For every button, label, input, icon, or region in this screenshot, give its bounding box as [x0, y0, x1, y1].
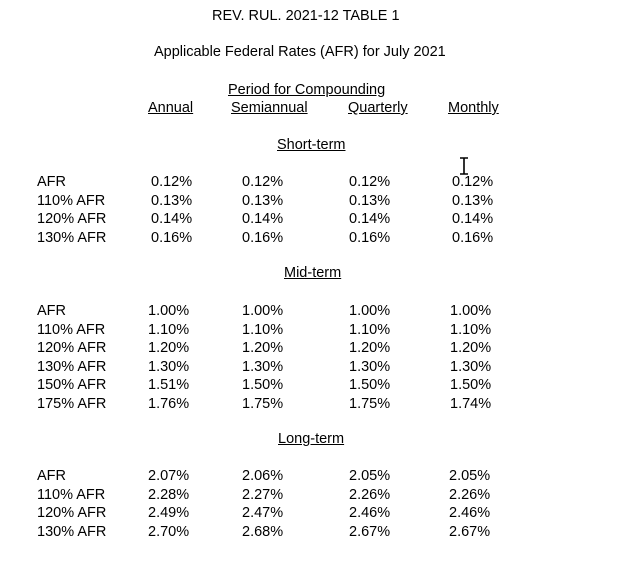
row-label: AFR	[37, 174, 66, 190]
rate-cell-annual: 2.28%	[148, 487, 190, 503]
rate-cell-monthly: 0.16%	[452, 230, 494, 246]
row-label: AFR	[37, 468, 66, 484]
rate-cell-monthly: 1.30%	[450, 359, 492, 375]
rate-cell-quarterly: 2.26%	[349, 487, 391, 503]
rate-cell-annual: 1.51%	[148, 377, 190, 393]
rate-cell-quarterly: 1.75%	[349, 396, 391, 412]
rate-cell-monthly: 0.13%	[452, 193, 494, 209]
row-label: 120% AFR	[37, 505, 107, 521]
rate-cell-quarterly: 0.13%	[349, 193, 391, 209]
rate-cell-semiannual: 1.00%	[242, 303, 284, 319]
rate-cell-monthly: 2.67%	[449, 524, 491, 540]
rate-cell-annual: 1.10%	[148, 322, 190, 338]
row-label: 120% AFR	[37, 211, 107, 227]
section-heading-long-term: Long-term	[278, 431, 345, 447]
rate-cell-annual: 0.13%	[151, 193, 193, 209]
rate-cell-semiannual: 0.16%	[242, 230, 284, 246]
rate-cell-monthly: 1.10%	[450, 322, 492, 338]
rate-cell-quarterly: 0.16%	[349, 230, 391, 246]
table-title: REV. RUL. 2021-12 TABLE 1	[212, 8, 400, 24]
row-label: 110% AFR	[37, 322, 106, 338]
rate-cell-semiannual: 1.10%	[242, 322, 284, 338]
row-label: 110% AFR	[37, 193, 106, 209]
rate-cell-monthly: 1.00%	[450, 303, 492, 319]
rate-cell-annual: 1.76%	[148, 396, 190, 412]
rate-cell-annual: 1.20%	[148, 340, 190, 356]
rate-cell-semiannual: 2.68%	[242, 524, 284, 540]
rate-cell-annual: 1.00%	[148, 303, 190, 319]
rate-cell-annual: 2.49%	[148, 505, 190, 521]
rate-cell-semiannual: 1.20%	[242, 340, 284, 356]
row-label: 120% AFR	[37, 340, 107, 356]
rate-cell-semiannual: 1.50%	[242, 377, 284, 393]
rate-cell-quarterly: 0.12%	[349, 174, 391, 190]
rate-cell-monthly: 0.14%	[452, 211, 494, 227]
row-label: 175% AFR	[37, 396, 107, 412]
rate-cell-quarterly: 2.05%	[349, 468, 391, 484]
row-label: 130% AFR	[37, 359, 107, 375]
rate-cell-annual: 0.12%	[151, 174, 193, 190]
table-subtitle: Applicable Federal Rates (AFR) for July 2021	[154, 44, 446, 60]
rate-cell-monthly: 2.46%	[449, 505, 491, 521]
rate-cell-quarterly: 1.20%	[349, 340, 391, 356]
rate-cell-monthly: 1.50%	[450, 377, 492, 393]
rate-cell-annual: 1.30%	[148, 359, 190, 375]
rate-cell-quarterly: 1.50%	[349, 377, 391, 393]
rate-cell-semiannual: 2.27%	[242, 487, 284, 503]
row-label: AFR	[37, 303, 66, 319]
rate-cell-semiannual: 0.12%	[242, 174, 284, 190]
rate-cell-quarterly: 2.67%	[349, 524, 391, 540]
row-label: 150% AFR	[37, 377, 107, 393]
rate-cell-annual: 2.70%	[148, 524, 190, 540]
rate-cell-monthly: 2.05%	[449, 468, 491, 484]
rate-cell-annual: 0.16%	[151, 230, 193, 246]
rate-cell-monthly: 1.74%	[450, 396, 492, 412]
rate-cell-semiannual: 0.14%	[242, 211, 284, 227]
row-label: 130% AFR	[37, 524, 107, 540]
period-header: Period for Compounding	[228, 82, 386, 98]
rate-cell-semiannual: 1.30%	[242, 359, 284, 375]
column-header-semiannual: Semiannual	[231, 100, 308, 116]
rate-cell-quarterly: 1.30%	[349, 359, 391, 375]
row-label: 110% AFR	[37, 487, 106, 503]
rate-cell-quarterly: 0.14%	[349, 211, 391, 227]
rate-cell-semiannual: 2.06%	[242, 468, 284, 484]
column-header-quarterly: Quarterly	[348, 100, 408, 116]
rate-cell-semiannual: 1.75%	[242, 396, 284, 412]
rate-cell-quarterly: 2.46%	[349, 505, 391, 521]
section-heading-mid-term: Mid-term	[284, 265, 342, 281]
rate-cell-annual: 0.14%	[151, 211, 193, 227]
column-header-monthly: Monthly	[448, 100, 499, 116]
row-label: 130% AFR	[37, 230, 107, 246]
rate-cell-quarterly: 1.10%	[349, 322, 391, 338]
rate-cell-monthly: 0.12%	[452, 174, 494, 190]
rate-cell-monthly: 1.20%	[450, 340, 492, 356]
section-heading-short-term: Short-term	[277, 137, 346, 153]
rate-cell-monthly: 2.26%	[449, 487, 491, 503]
rate-cell-semiannual: 2.47%	[242, 505, 284, 521]
rate-cell-annual: 2.07%	[148, 468, 190, 484]
rate-cell-quarterly: 1.00%	[349, 303, 391, 319]
column-header-annual: Annual	[148, 100, 194, 116]
rate-cell-semiannual: 0.13%	[242, 193, 284, 209]
